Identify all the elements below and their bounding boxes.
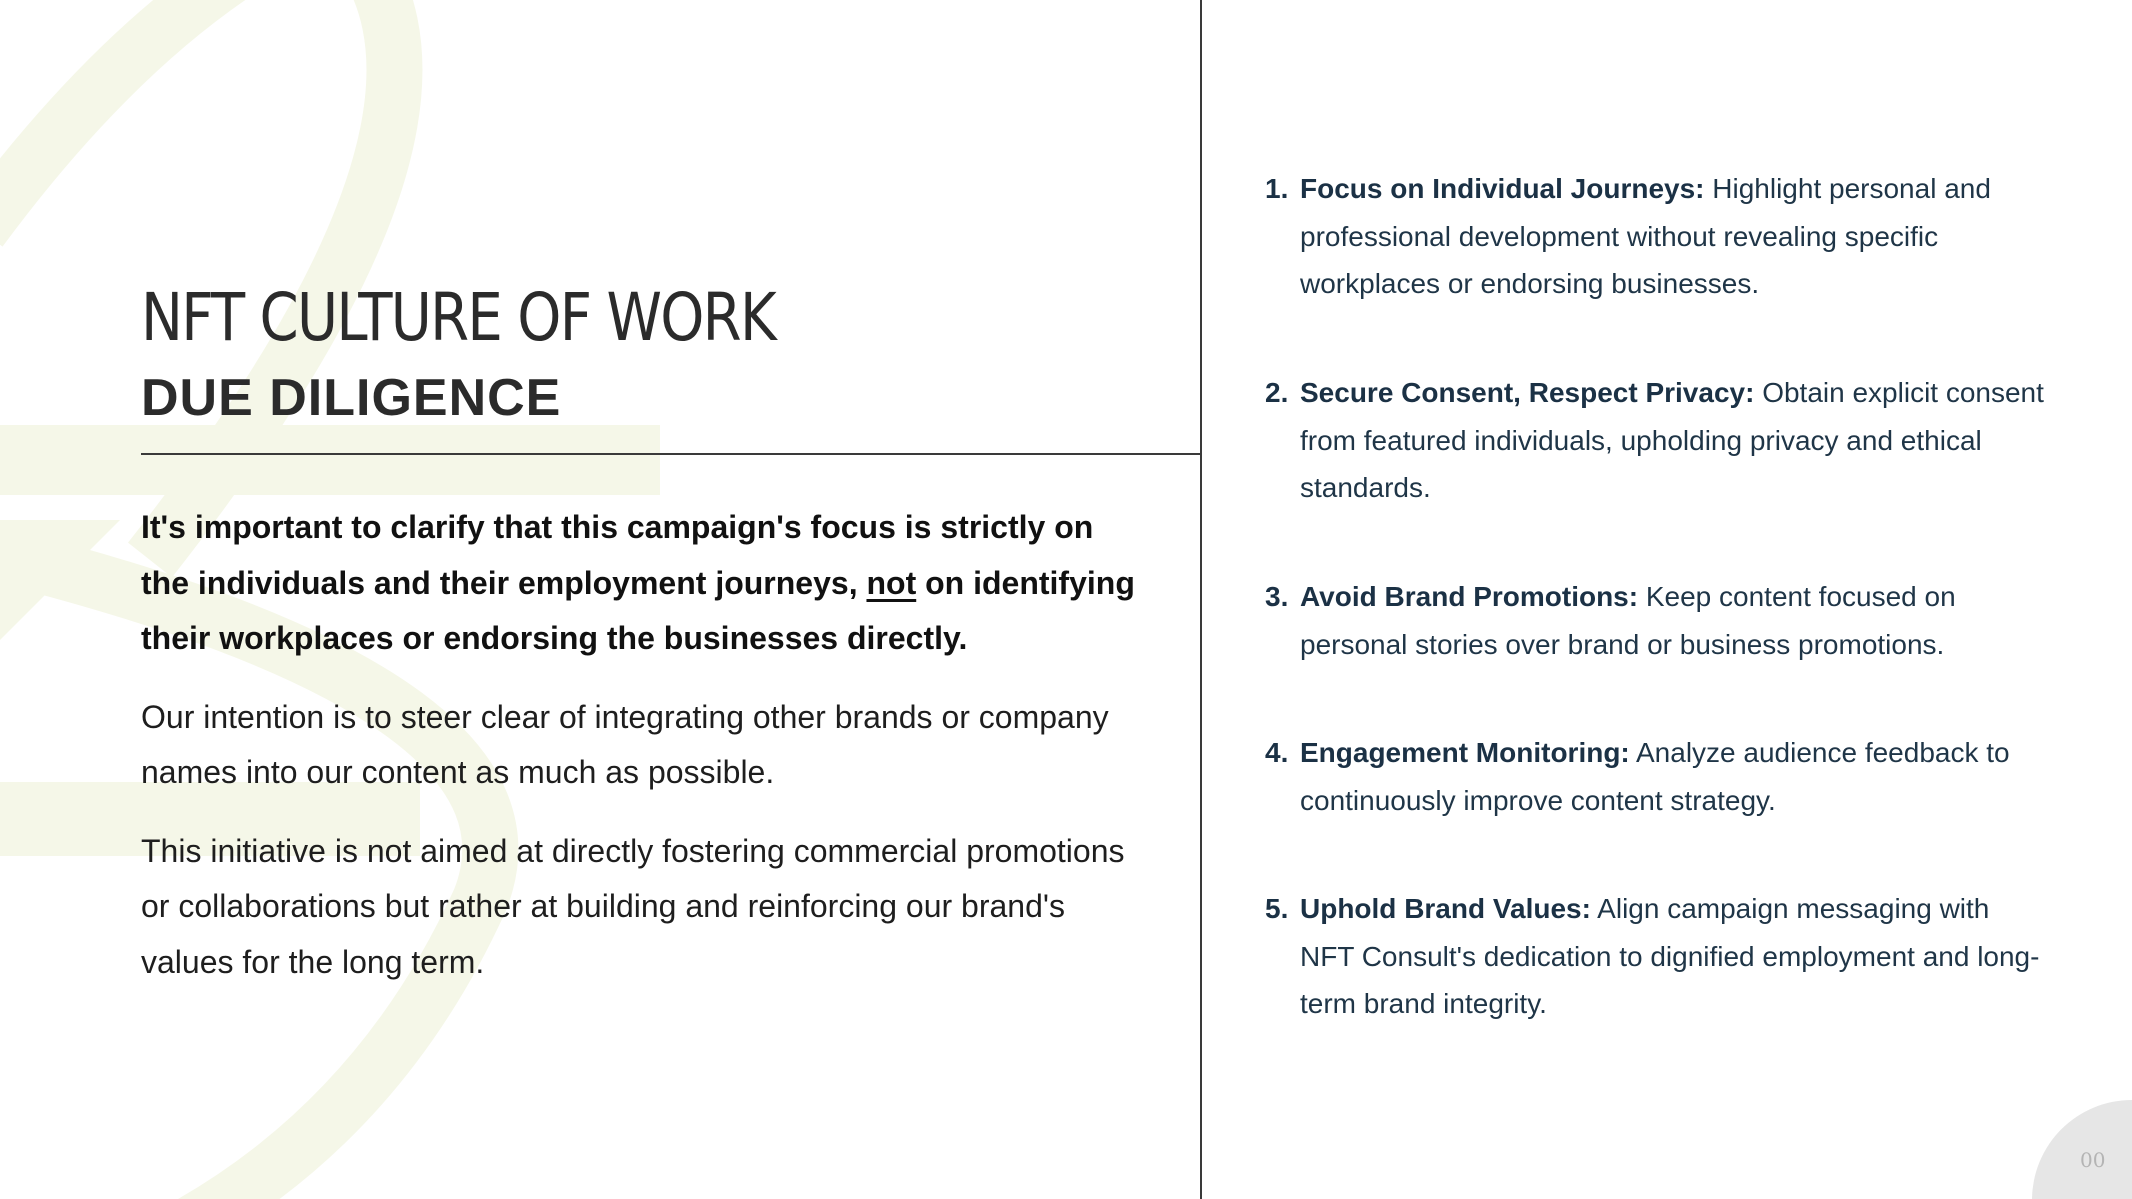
list-item-label: Secure Consent, Respect Privacy: [1300, 377, 1755, 408]
list-item-text: Align campaign messaging with NFT Consult's dedication to dignified employment and long-term brand integrity. [1300, 893, 2040, 1019]
list-item-body [1300, 729, 2045, 824]
decorative-bar-top [0, 425, 660, 495]
list-item [1265, 885, 2045, 1028]
list-item [1265, 369, 2045, 512]
list-item-text: Obtain explicit consent from featured individuals, upholding privacy and ethical standards. [1300, 377, 2044, 503]
list-item-body [1300, 369, 2045, 512]
list-item-label: Focus on Individual Journeys: [1300, 173, 1705, 204]
vertical-divider [1200, 0, 1202, 1199]
lead-emphasis-not: not [866, 564, 917, 601]
list-item-number: 2. [1265, 377, 1289, 408]
lead-paragraph [141, 500, 1141, 667]
list-item-text: Keep content focused on personal stories over brand or business promotions. [1300, 581, 1956, 660]
list-item-body [1300, 165, 2045, 308]
list-item-body [1300, 573, 2045, 668]
list-item-label: Avoid Brand Promotions: [1300, 581, 1639, 612]
paragraph-initiative: This initiative is not aimed at directly fostering commercial promotions or collaborations but rather at building and reinforcing our brand's values for the long term. [141, 832, 1125, 980]
list-item-label: Uphold Brand Values: [1300, 893, 1591, 924]
horizontal-divider [141, 453, 1202, 455]
list-item-body [1300, 885, 2045, 1028]
list-item-text: Analyze audience feedback to continuously improve content strategy. [1300, 737, 2010, 816]
paragraph-intention: Our intention is to steer clear of integrating other brands or company names into our content as much as possible. [141, 698, 1109, 790]
list-item-number: 5. [1265, 893, 1289, 924]
list-item [1265, 573, 2045, 668]
slide-title: NFT CULTURE OF WORK [141, 279, 776, 356]
lead-text-before: It's important to clarify that this campaign's focus is strictly on the individuals and their employment journeys, [141, 509, 1094, 601]
list-item [1265, 165, 2045, 308]
list-item [1265, 729, 2045, 824]
lead-text-after: on identifying their workplaces or endorsing the businesses directly. [141, 564, 1135, 656]
list-item-label: Engagement Monitoring: [1300, 737, 1630, 768]
left-body [141, 500, 1141, 1013]
list-item-text: Highlight personal and professional development without revealing specific workplaces or endorsing businesses. [1300, 173, 1991, 299]
list-item-number: 1. [1265, 173, 1289, 204]
page-number: 00 [2080, 1148, 2106, 1172]
list-item-number: 3. [1265, 581, 1289, 612]
slide-subtitle: DUE DILIGENCE [141, 369, 562, 427]
list-item-number: 4. [1265, 737, 1289, 768]
